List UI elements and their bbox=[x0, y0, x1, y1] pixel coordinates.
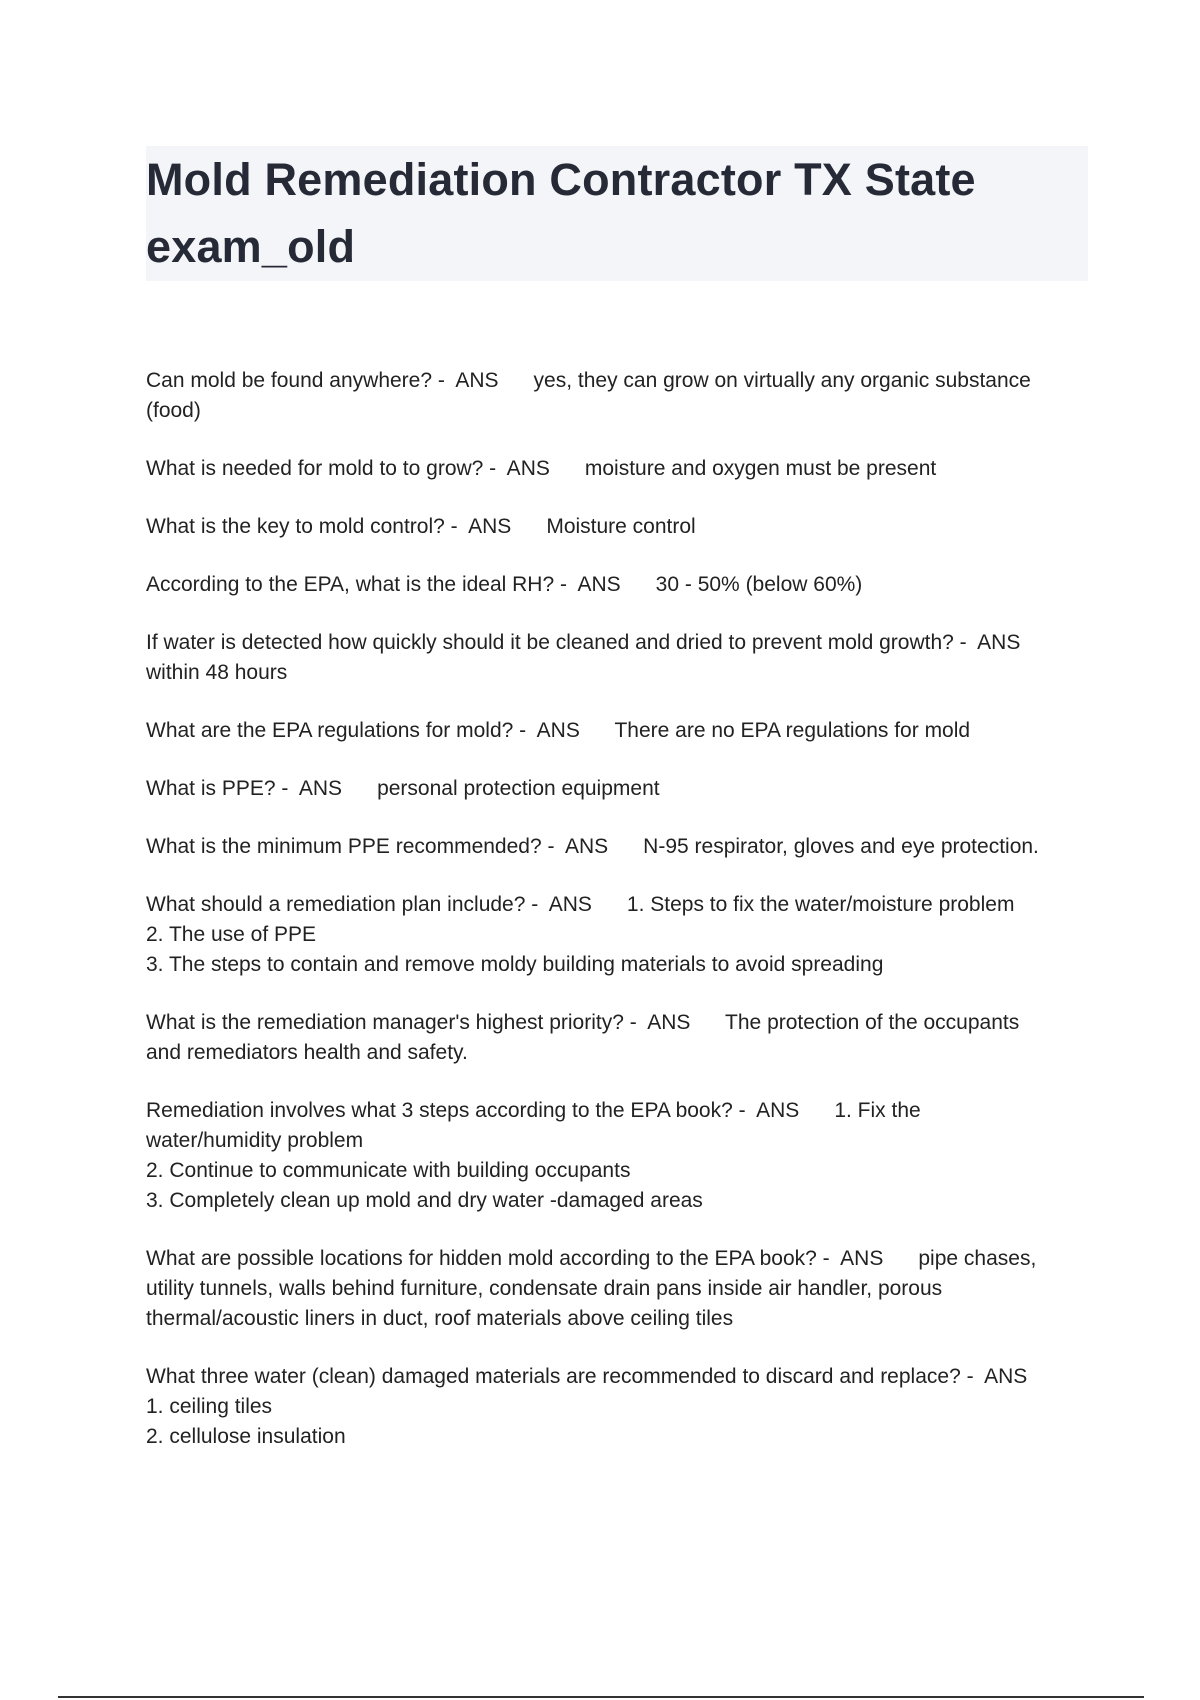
qa-item bbox=[146, 454, 1096, 484]
qa-item bbox=[146, 716, 1096, 746]
qa-line: 3. Completely clean up mold and dry water -damaged areas bbox=[146, 1189, 703, 1212]
qa-line: 1. ceiling tiles bbox=[146, 1395, 273, 1418]
qa-line: What three water (clean) damaged materials are recommended to discard and replace? - ANS bbox=[146, 1365, 1028, 1388]
qa-item bbox=[146, 570, 1096, 600]
footer-divider bbox=[58, 1696, 1144, 1698]
qa-line: (food) bbox=[146, 399, 201, 422]
qa-line: and remediators health and safety. bbox=[146, 1041, 468, 1064]
qa-item bbox=[146, 1362, 1096, 1452]
qa-item bbox=[146, 1244, 1096, 1334]
qa-line: 2. Continue to communicate with building occupants bbox=[146, 1159, 631, 1182]
qa-line: What should a remediation plan include? - ANS 1. Steps to fix the water/moisture problem bbox=[146, 893, 1015, 916]
qa-line: within 48 hours bbox=[146, 661, 288, 684]
qa-item bbox=[146, 512, 1096, 542]
qa-line: According to the EPA, what is the ideal RH? - ANS 30 - 50% (below 60%) bbox=[146, 573, 863, 596]
qa-line: Remediation involves what 3 steps according to the EPA book? - ANS 1. Fix the bbox=[146, 1099, 921, 1122]
qa-item bbox=[146, 366, 1096, 426]
qa-line: Can mold be found anywhere? - ANS yes, they can grow on virtually any organic substance bbox=[146, 369, 1031, 392]
qa-line: water/humidity problem bbox=[146, 1129, 364, 1152]
qa-item bbox=[146, 774, 1096, 804]
qa-line: What is the key to mold control? - ANS Moisture control bbox=[146, 515, 696, 538]
qa-line: thermal/acoustic liners in duct, roof materials above ceiling tiles bbox=[146, 1307, 734, 1330]
qa-line: If water is detected how quickly should it be cleaned and dried to prevent mold growth? - ANS bbox=[146, 631, 1021, 654]
document-title: Mold Remediation Contractor TX State exam_old bbox=[146, 154, 976, 272]
qa-line: 2. cellulose insulation bbox=[146, 1425, 346, 1448]
qa-item bbox=[146, 890, 1096, 980]
qa-line: 3. The steps to contain and remove moldy building materials to avoid spreading bbox=[146, 953, 884, 976]
qa-line: What are possible locations for hidden mold according to the EPA book? - ANS pipe chases, bbox=[146, 1247, 1037, 1270]
title-block bbox=[146, 146, 1088, 281]
qa-line: What are the EPA regulations for mold? - ANS There are no EPA regulations for mold bbox=[146, 719, 971, 742]
qa-line: What is needed for mold to to grow? - ANS moisture and oxygen must be present bbox=[146, 457, 937, 480]
qa-item bbox=[146, 1008, 1096, 1068]
qa-line: What is PPE? - ANS personal protection equipment bbox=[146, 777, 660, 800]
qa-line: utility tunnels, walls behind furniture, condensate drain pans inside air handler, porous bbox=[146, 1277, 943, 1300]
qa-item bbox=[146, 832, 1096, 862]
qa-line: What is the minimum PPE recommended? - ANS N-95 respirator, gloves and eye protection. bbox=[146, 835, 1039, 858]
qa-item bbox=[146, 628, 1096, 688]
qa-item bbox=[146, 1096, 1096, 1216]
qa-line: 2. The use of PPE bbox=[146, 923, 317, 946]
qa-line: What is the remediation manager's highest priority? - ANS The protection of the occupants bbox=[146, 1011, 1020, 1034]
qa-list bbox=[146, 366, 1096, 1480]
